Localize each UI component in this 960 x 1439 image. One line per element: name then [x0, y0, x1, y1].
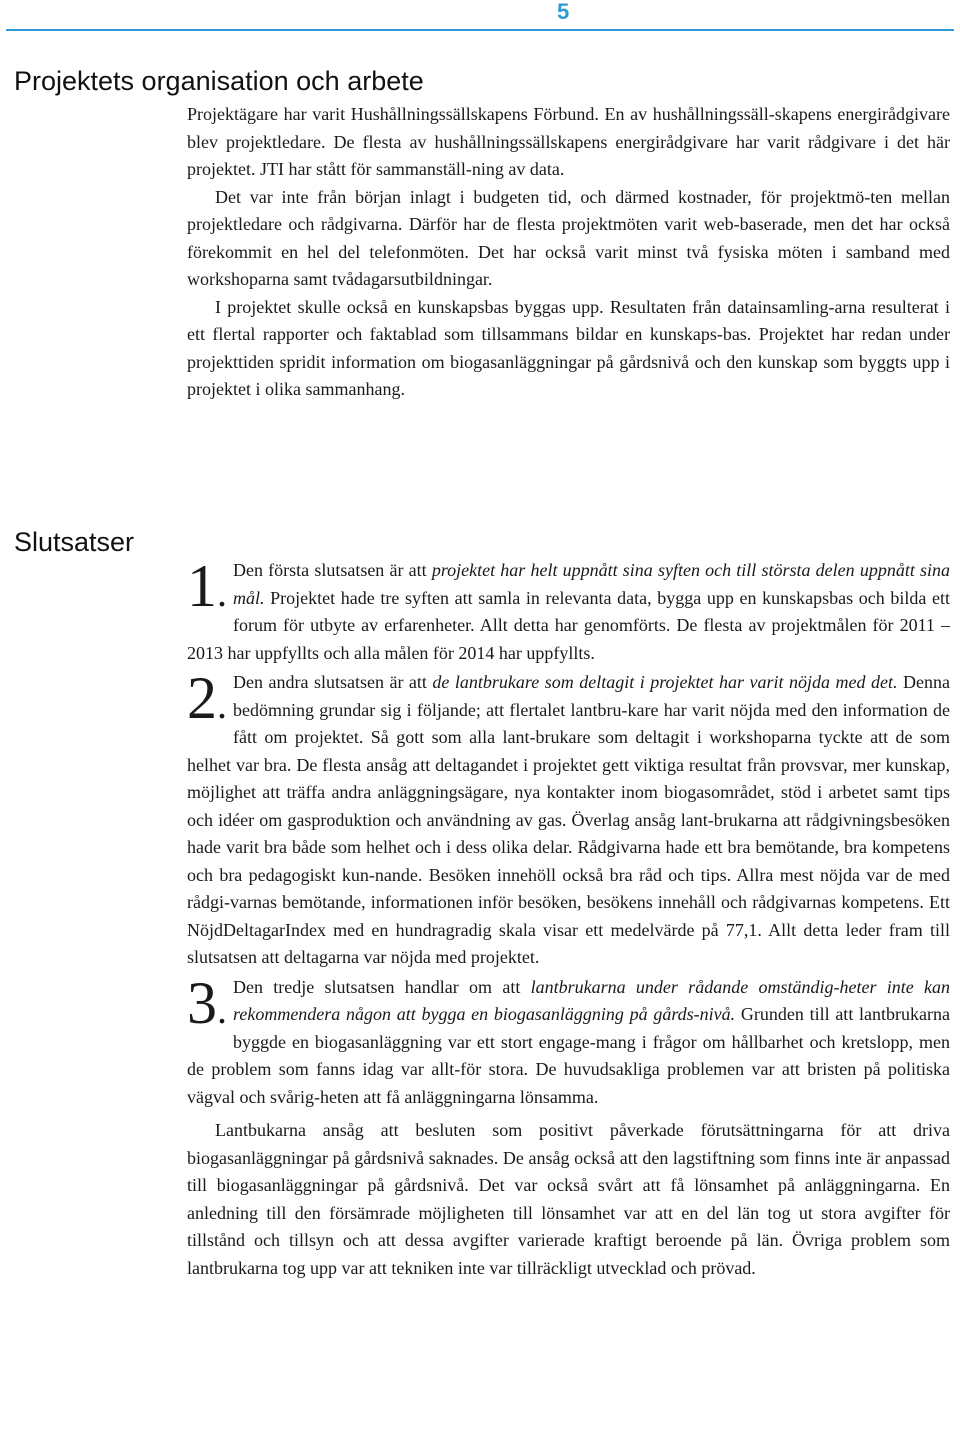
page-number: 5 [557, 0, 570, 24]
paragraph: Det var inte från början inlagt i budgeten tid, och därmed kostnader, för projektmö-ten mellan projektledare och rådgivarna. Därför har de flesta projektmöten varit web-baserade, men det har också förekommit en hel del telefonmöten. Det har också varit minst två fysiska möten i samband med workshoparna samt tvådagarsutbildningar. [187, 186, 950, 289]
conclusion-number: 3. [187, 969, 227, 1036]
section-heading-organisation: Projektets organisation och arbete [14, 66, 424, 96]
conclusion-number: 1. [187, 553, 227, 619]
closing-paragraph: Lantbukarna ansåg att besluten som positivt påverkade förutsättningarna för att driva biogasanläggningar på gårdsnivå saknades. De ansåg också att den lagstiftning som finns inte är anpassad till biogasanläggningar på gårdsnivå. Det var också svårt att få lönsamhet på anläggningarna. En anledning till den försämrade möjligheten till lönsamhet var att en del län tog ut stora avgifter för tillstånd och tillsyn och att dessa avgifter varierade kraftigt beroende på län. Övriga problem som lantbrukarna tog upp var att tekniken inte var tillräckligt utvecklad och prövad. [187, 1120, 950, 1278]
conclusion-emphasis: projektet har helt uppnått sina syften och till största delen uppnått sina mål. [233, 560, 950, 608]
conclusion-1: 1. Den första slutsatsen är att projektet har helt uppnått sina syften och till största delen uppnått sina mål. Projektet hade tre syften att samla in relevanta data, bygga upp en kunskapsbas och bilda ett forum för utbyte av erfarenheter. Allt detta har genomförts. De flesta av projektmålen för 2011 – 2013 har uppfyllts och alla målen för 2014 har uppfyllts. [187, 553, 950, 663]
paragraph: Projektägare har varit Hushållningssällskapens Förbund. En av hushållningssäll-skapens energirådgivare blev projektledare. De flesta av hushållningssällskapens energirådgivare har varit rådgivare i det här projektet. JTI har stått för sammanställ-ning av data. [187, 104, 950, 179]
organisation-body [187, 101, 950, 404]
conclusion-emphasis: lantbrukarna under rådande omständig-heter inte kan rekommendera någon att bygga en biogasanläggning på gårds-nivå. [233, 976, 950, 1024]
conclusion-number: 2. [187, 665, 227, 731]
slutsatser-body [187, 553, 950, 1282]
conclusion-emphasis: de lantbrukare som deltagit i projektet har varit nöjda med det. [432, 672, 898, 692]
conclusion-2: 2. Den andra slutsatsen är att de lantbrukare som deltagit i projektet har varit nöjda med det. Denna bedömning grundar sig i följande; att flertalet lantbru-kare har varit nöjda med den information de fått om projektet. Så gott som alla lant-brukare som deltagit i workshoparna tyckte att de som helhet var bra. De flesta ansåg att deltagandet i projektet gett viktiga resultat från provsvar, mer kunskap, möjlighet att träffa andra anläggningsägare, nya kontakter inom biogasområdet, stöd i arbetet samt tips och idéer om gasproduktion och användning av gas. Överlag ansåg lant-brukarna att rådgivningsbesöken hade varit bra både som helhet och i dess olika delar. Rådgivarna hade ett bra bemötande, bra kompetens och bra pedagogiskt kun-nande. Besöken innehöll också bra råd och tips. Allra mest nöjda var de med rådgi-varnas bemötande, informationen inför besöken, besökens innehåll och rådgivarnas kompetens. Ett NöjdDeltagarIndex med en hundragradig skala visar ett medelvärde på 77,1. Allt detta leder fram till slutsatsen att deltagarna var nöjda med projektet. [187, 665, 950, 967]
paragraph: I projektet skulle också en kunskapsbas byggas upp. Resultaten från datainsamling-arna resulterat i ett flertal rapporter och faktablad som tillsammans bildar en kunskaps-bas. Projektet har redan under projekttiden spridit information om biogasanläggningar på gårdsnivå och den kunskap som byggts upp i projektet i olika sammanhang. [187, 296, 950, 399]
section-heading-slutsatser: Slutsatser [14, 527, 135, 557]
conclusion-3: 3. Den tredje slutsatsen handlar om att lantbrukarna under rådande omständig-heter inte kan rekommendera någon att bygga en biogasanläggning på gårds-nivå. Grunden till att lantbrukarna byggde en biogasanläggning var ett stort engage-mang i frågor om hållbarhet och kretslopp, men de problem som fanns idag var allt-för stora. De huvudsakliga problemen var att bristen på politiska vägval och svårig-heten att få anläggningarna lönsamma. [187, 969, 950, 1107]
header-rule [6, 29, 954, 31]
